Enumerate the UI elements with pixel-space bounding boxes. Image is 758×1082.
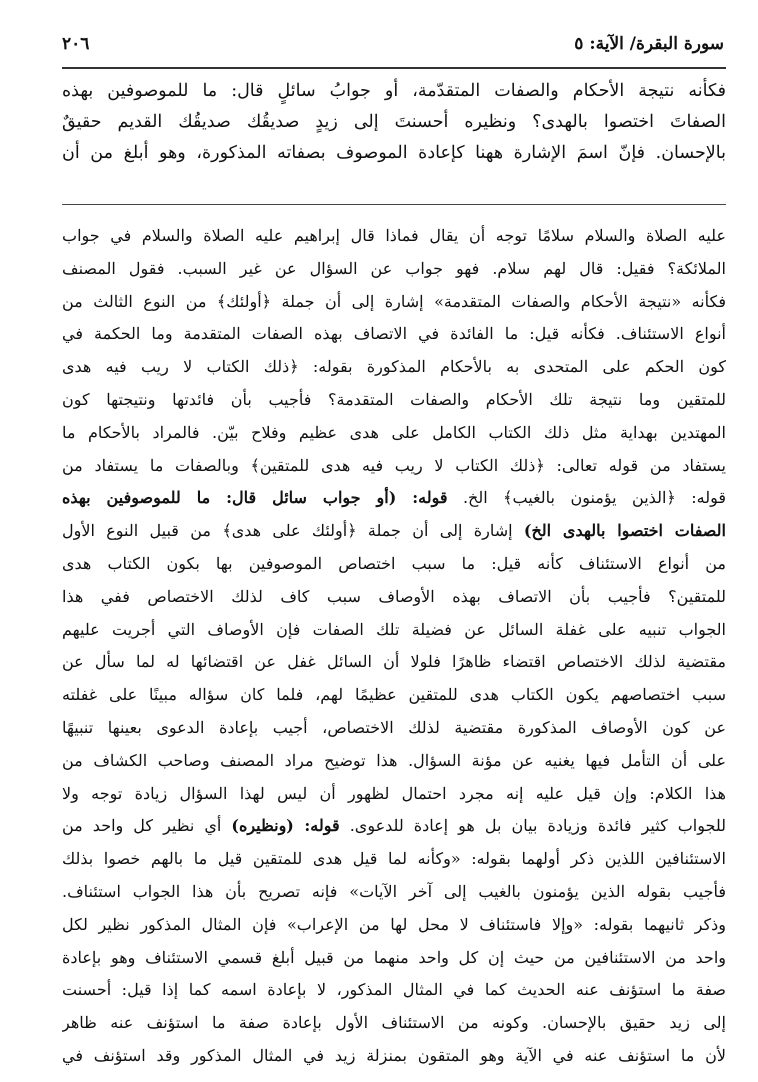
text-segment: من أنواع الاستئناف كأنه قيل: ما سبب اختصاص الموصوفين بها بكون الكتاب هدى xyxy=(62,553,726,573)
text-segment: وذكر ثانيهما بقوله: «وإلا فاستئناف لا محل لها من الإعراب» فإن المثال المذكور نظير لكل xyxy=(62,914,726,934)
text-segment: فكأنه «نتيجة الأحكام والصفات المتقدمة» إشارة إلى أن جملة ﴿أولئك﴾ من النوع الثالث من xyxy=(62,291,726,311)
bold-lemma: الصفات اختصوا بالهدى الخ) xyxy=(523,521,726,541)
text-segment: إلى زيد حقيق بالإحسان. وكونه من الاستئناف الأول بإعادة صفة ما استؤنف عنه ظاهر xyxy=(62,1013,726,1033)
text-segment: للمتقين؟ فأجيب بأن الاتصاف بهذه الأوصاف سبب كاف لذلك الاختصاص ففي هذا xyxy=(62,586,726,606)
text-segment: عن كون الأوصاف المذكورة مقتضية لذلك الاختصاص، أجيب بإعادة الدعوى بعينها تنبيهًا xyxy=(62,717,726,737)
text-line xyxy=(62,450,726,483)
text-segment: على أن التأمل فيها يغنيه عن مؤنة السؤال. هذا توضيح مراد المصنف وصاحب الكشاف من xyxy=(62,750,726,770)
header-title: سورة البقرة/ الآية: ٥ xyxy=(574,34,724,54)
text-segment: سبب اختصاصهم يكون الكتاب هدى للمتقين عظيمًا لهم، فلما كان سؤاله مبينًا على غفلته xyxy=(62,685,726,705)
text-line xyxy=(62,417,726,450)
text-line xyxy=(62,76,726,107)
text-line xyxy=(62,581,726,614)
bold-lemma: قوله: (أو جواب سائل قال: ما للموصوفين بهذه xyxy=(62,488,448,508)
text-line xyxy=(62,286,726,319)
text-segment: لأن ما استؤنف عنه في الآية وهو المتقون بمنزلة زيد في المثال المذكور وقد استؤنف في xyxy=(62,1045,726,1065)
text-line xyxy=(62,482,726,515)
text-line xyxy=(62,942,726,975)
footnote-text xyxy=(62,220,726,1073)
text-segment: عليه الصلاة والسلام سلامًا توجه أن يقال فماذا قال إبراهيم عليه الصلاة والسلام في جواب xyxy=(62,226,726,245)
text-line xyxy=(62,384,726,417)
text-line xyxy=(62,909,726,942)
main-text xyxy=(62,76,726,169)
text-line xyxy=(62,107,726,138)
text-line xyxy=(62,876,726,909)
text-segment: للمتقين وما نتيجة تلك الأحكام والصفات المتقدمة؟ فأجيب بأن فائدتها ونتيجتها كون xyxy=(62,389,726,409)
text-segment: المهتدين بهداية مثل ذلك الكتاب الكامل على هدى عظيم وفلاح بيّن. فالمراد بالأحكام ما xyxy=(62,422,726,442)
text-line xyxy=(62,745,726,778)
text-line xyxy=(62,712,726,745)
text-line xyxy=(62,679,726,712)
text-line xyxy=(62,515,726,548)
text-segment: أي نظير كل واحد من xyxy=(62,816,232,836)
text-line xyxy=(62,646,726,679)
text-line xyxy=(62,843,726,876)
text-line xyxy=(62,974,726,1007)
bold-lemma: قوله: (ونظيره) xyxy=(231,816,340,836)
text-line xyxy=(62,778,726,811)
text-segment: واحد من الاستئنافين من حيث إن كل واحد منهما من قبيل أبلغ قسمي الاستئناف وهو بإعادة xyxy=(62,947,726,967)
header-rule xyxy=(62,67,726,69)
text-line xyxy=(62,318,726,351)
text-segment: هذا الكلام: وإن قيل عليه إنه مجرد احتمال لظهور أن ليس لهذا السؤال زيادة توجه ولا xyxy=(62,783,726,803)
text-line xyxy=(62,810,726,843)
text-line xyxy=(62,548,726,581)
text-segment: قوله: ﴿الذين يؤمنون بالغيب﴾ الخ. xyxy=(447,488,726,508)
text-segment: يستفاد من قوله تعالى: ﴿ذلك الكتاب لا ريب فيه هدى للمتقين﴾ وبالصفات ما يستفاد من xyxy=(62,455,726,475)
text-segment: بالإحسان. فإنّ اسمَ الإشارة ههنا كإعادة الموصوف بصفاته المذكورة، وهو أبلغ من أن xyxy=(62,143,726,163)
text-line xyxy=(62,253,726,286)
text-segment: صفة ما استؤنف عنه الحديث كما في المثال المذكور، لا بإعادة اسمه كما إذا قيل: أحسنت xyxy=(62,980,726,1000)
text-line xyxy=(62,614,726,647)
text-segment: فأجيب بقوله الذين يؤمنون بالغيب إلى آخر الآيات» فإنه تصريح بأن هذا الجواب استئناف. xyxy=(62,881,726,901)
footnote-separator xyxy=(62,204,726,205)
text-segment: مقتضية لذلك الاختصاص اقتضاء ظاهرًا فلولا أن السائل غفل عن اقتضائها له لما سأل عن xyxy=(62,652,726,672)
text-line xyxy=(62,351,726,384)
text-segment: إشارة إلى أن جملة ﴿أولئك على هدى﴾ من قبيل النوع الأول xyxy=(62,521,524,541)
text-segment: الجواب تنبيه على غفلة السائل عن فضيلة تلك الصفات فإن الأوصاف التي أجريت عليهم xyxy=(62,619,726,639)
text-line xyxy=(62,1040,726,1073)
text-line xyxy=(62,220,726,253)
text-segment: الصفاتَ اختصوا بالهدى؟ ونظيره أحسنتَ إلى زيدٍ صديقُك صديقُك القديم حقيقٌ xyxy=(62,112,726,132)
page-number: ٢٠٦ xyxy=(62,34,90,54)
text-segment: كون الحكم على المتحدى به بالأحكام المذكورة بقوله: ﴿ذلك الكتاب لا ريب فيه هدى xyxy=(62,357,726,377)
text-segment: الاستئنافين اللذين ذكر أولهما بقوله: «وكأنه لما قيل هدى للمتقين قيل ما بالهم خصوا بذلك xyxy=(62,849,726,869)
text-segment: الملائكة؟ فقيل: قال لهم سلام. فهو جواب عن السؤال عن غير السبب. فقول المصنف xyxy=(62,258,726,278)
text-segment: أنواع الاستئناف. فكأنه قيل: ما الفائدة في الاتصاف بهذه الصفات المتقدمة وما الحكمة في xyxy=(62,324,726,344)
text-line xyxy=(62,1007,726,1040)
text-line xyxy=(62,138,726,169)
text-segment: للجواب كثير فائدة وزيادة بيان بل هو إعادة للدعوى. xyxy=(339,816,726,836)
running-header xyxy=(62,34,724,58)
text-segment: فكأنه نتيجة الأحكام والصفات المتقدّمة، أو جوابُ سائلٍ قال: ما للموصوفين بهذه xyxy=(62,81,726,101)
